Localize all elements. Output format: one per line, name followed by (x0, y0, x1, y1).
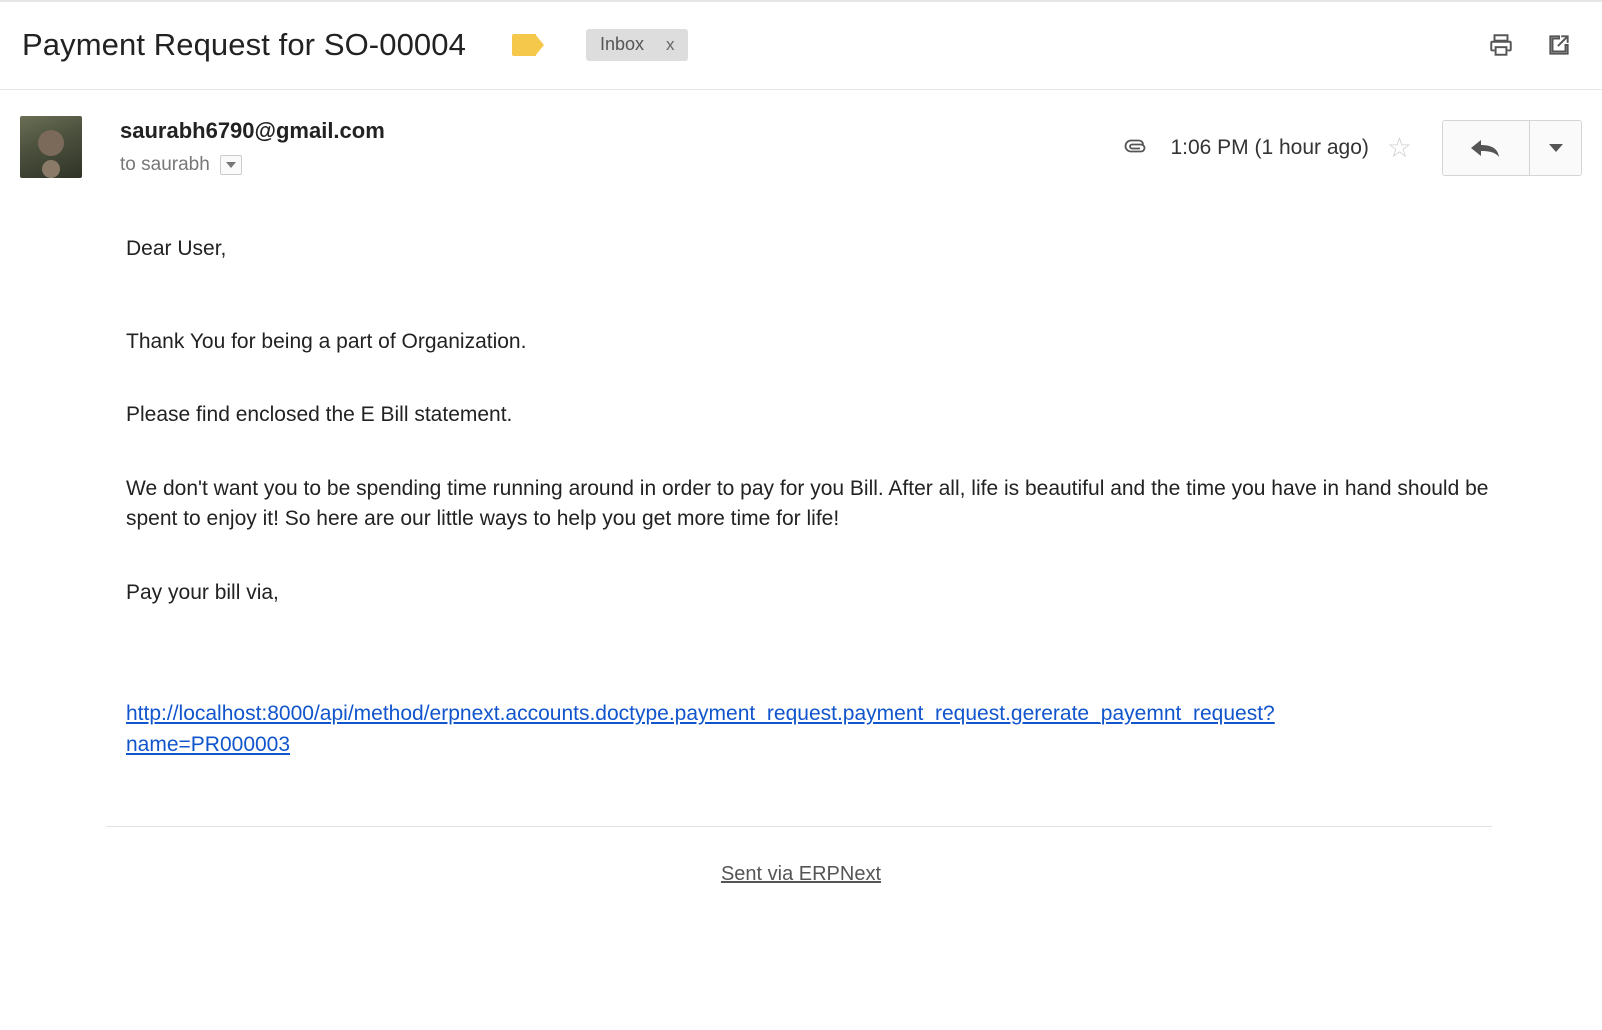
body-paragraph-2: Please find enclosed the E Bill statement. (126, 403, 513, 427)
footer-divider (106, 826, 1492, 827)
reply-button-group (1442, 120, 1582, 176)
subject-bar (0, 0, 1602, 90)
sender-email[interactable]: saurabh6790@gmail.com (120, 118, 385, 143)
star-icon[interactable]: ☆ (1386, 132, 1412, 163)
recipient-details-chevron-down-icon[interactable] (220, 155, 242, 175)
open-in-new-window-icon[interactable] (1544, 30, 1574, 60)
body-paragraph-1: Thank You for being a part of Organization. (126, 330, 527, 353)
body-spacer (126, 651, 1492, 699)
message-meta (1122, 116, 1582, 176)
message-header (0, 90, 1602, 178)
recipient-line (120, 154, 385, 176)
subject-actions (1486, 30, 1582, 60)
footer (0, 863, 1602, 886)
inbox-label-chip[interactable] (586, 29, 689, 61)
message-timestamp: 1:06 PM (1 hour ago) (1170, 136, 1369, 159)
payment-request-link[interactable]: http://localhost:8000/api/method/erpnext.accounts.doctype.payment_request.payment_request.gererate_payemnt_request?name=PR000003 (126, 702, 1275, 756)
label-flag-icon[interactable] (512, 34, 544, 56)
body-paragraph-3: We don't want you to be spending time running around in order to pay for you Bill. After all, life is beautiful and the time you have in hand should be spent to enjoy it! So here are our little ways to help you get more time for life! (126, 476, 1489, 531)
inbox-label-text: Inbox (599, 34, 644, 54)
reply-button[interactable] (1443, 121, 1529, 175)
remove-label-icon[interactable]: x (665, 34, 675, 54)
more-options-button[interactable] (1529, 121, 1581, 175)
body-paragraph-4: Pay your bill via, (126, 580, 279, 604)
body-greeting: Dear User, (126, 237, 227, 260)
paperclip-icon[interactable] (1122, 133, 1152, 163)
message-body (0, 178, 1602, 760)
print-icon[interactable] (1486, 30, 1516, 60)
sent-via-erpnext-link[interactable]: Sent via ERPNext (720, 863, 882, 886)
page-title: Payment Request for SO-00004 (22, 26, 466, 62)
recipient-label: to saurabh (120, 154, 210, 175)
avatar (20, 116, 82, 178)
sender-block (120, 116, 385, 176)
